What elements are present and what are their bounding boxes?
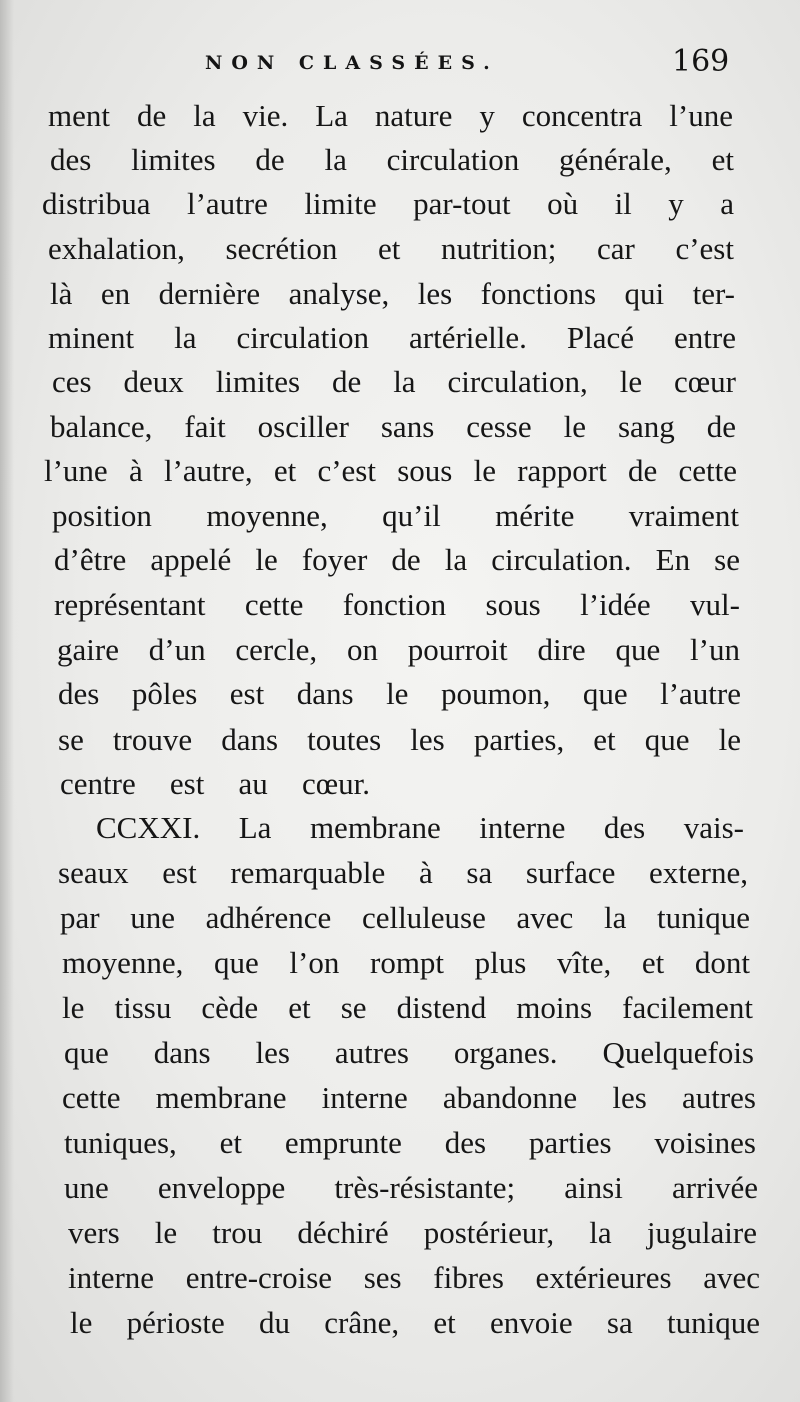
text-line: ment de la vie. La nature y concentra l’une [48, 98, 733, 133]
text-line: exhalation, secrétion et nutrition; car c’est [48, 231, 734, 266]
text-line: interne entre-croise ses fibres extérieures avec [68, 1260, 760, 1295]
text-line: tuniques, et emprunte des parties voisines [64, 1125, 756, 1160]
text-line: se trouve dans toutes les parties, et que le [58, 722, 741, 757]
text-line: cette membrane interne abandonne les autres [62, 1080, 756, 1115]
text-line: seaux est remarquable à sa surface externe, [58, 855, 748, 890]
page-header [0, 44, 800, 84]
text-line: le périoste du crâne, et envoie sa tunique [70, 1305, 760, 1340]
text-line: centre est au cœur. [60, 766, 370, 801]
page-edge-shadow [0, 0, 14, 1402]
text-line: là en dernière analyse, les fonctions qui ter- [50, 276, 735, 311]
page-number: 169 [672, 44, 730, 79]
text-line: l’une à l’autre, et c’est sous le rapport de cette [44, 453, 737, 488]
text-line: balance, fait osciller sans cesse le sang de [50, 409, 736, 444]
text-line: des limites de la circulation générale, et [50, 142, 734, 177]
text-line: CCXXI. La membrane interne des vais- [96, 810, 744, 845]
text-line: minent la circulation artérielle. Placé entre [48, 320, 736, 355]
text-line: représentant cette fonction sous l’idée vul- [54, 587, 740, 622]
text-line: ces deux limites de la circulation, le cœur [52, 364, 736, 399]
text-line: moyenne, que l’on rompt plus vîte, et dont [62, 945, 750, 980]
running-head: NON CLASSÉES. [205, 52, 499, 74]
text-line: gaire d’un cercle, on pourroit dire que l’un [57, 632, 740, 667]
text-line: une enveloppe très-résistante; ainsi arrivée [64, 1170, 758, 1205]
text-line: le tissu cède et se distend moins facilement [62, 990, 753, 1025]
text-line: vers le trou déchiré postérieur, la jugulaire [68, 1215, 757, 1250]
text-line: des pôles est dans le poumon, que l’autre [58, 676, 741, 711]
text-line: position moyenne, qu’il mérite vraiment [52, 498, 739, 533]
text-line: d’être appelé le foyer de la circulation. En se [54, 542, 740, 577]
text-line: distribua l’autre limite par-tout où il y a [42, 186, 734, 221]
text-line: que dans les autres organes. Quelquefois [64, 1035, 754, 1070]
text-line: par une adhérence celluleuse avec la tunique [60, 900, 750, 935]
